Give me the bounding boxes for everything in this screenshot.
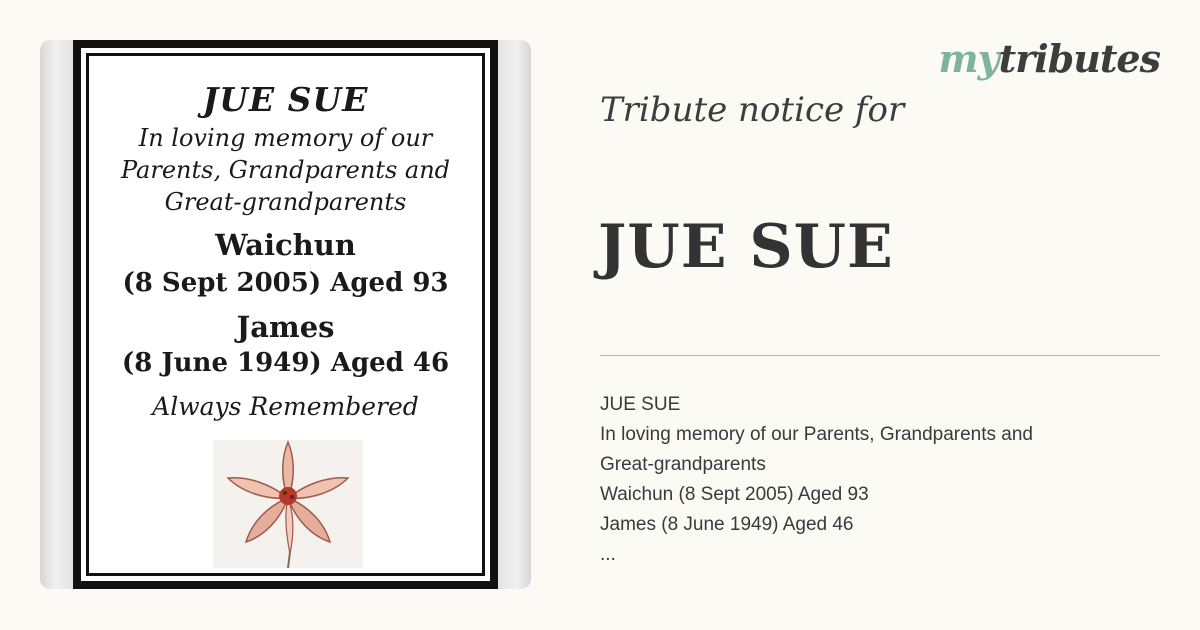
notice-image[interactable] bbox=[40, 40, 531, 589]
notice-person2-name: James bbox=[236, 310, 335, 344]
deceased-name: JUE SUE bbox=[598, 212, 894, 282]
notice-frame bbox=[73, 40, 498, 589]
excerpt-line: JUE SUE bbox=[600, 394, 681, 415]
lily-flower-icon bbox=[213, 440, 363, 568]
logo-tributes-part: tributes bbox=[998, 36, 1160, 81]
notice-person1-name: Waichun bbox=[215, 228, 356, 262]
excerpt-line: James (8 June 1949) Aged 46 bbox=[600, 514, 854, 535]
notice-memory-line: In loving memory of our Parents, Grandparents and Great-grandparents bbox=[120, 124, 451, 216]
notice-title: JUE SUE bbox=[202, 80, 369, 119]
notice-person2-details: (8 June 1949) Aged 46 bbox=[121, 348, 450, 378]
divider bbox=[600, 355, 1160, 356]
excerpt-ellipsis: ... bbox=[600, 544, 616, 565]
notice-person1-details: (8 Sept 2005) Aged 93 bbox=[122, 268, 449, 298]
notice-excerpt bbox=[600, 390, 1160, 570]
mytributes-logo[interactable] bbox=[938, 36, 1160, 81]
excerpt-line: In loving memory of our Parents, Grandparents and bbox=[600, 424, 1034, 445]
excerpt-line: Great-grandparents bbox=[600, 454, 766, 475]
excerpt-line: Waichun (8 Sept 2005) Aged 93 bbox=[600, 484, 869, 505]
notice-closing: Always Remembered bbox=[152, 392, 419, 421]
logo-my-part: my bbox=[938, 36, 999, 81]
tribute-intro: Tribute notice for bbox=[600, 90, 905, 130]
